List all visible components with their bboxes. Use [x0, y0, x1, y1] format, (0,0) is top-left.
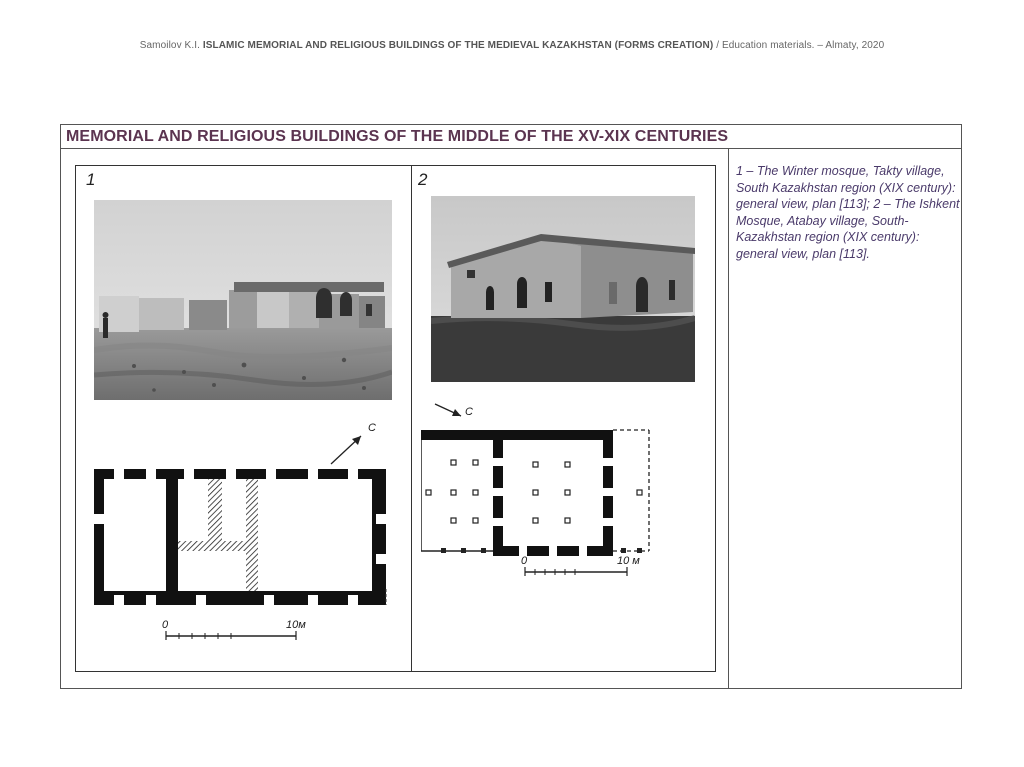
- document-header: [0, 40, 1024, 51]
- figure-caption: 1 – The Winter mosque, Takty village, South Kazakhstan region (XIX century): general view, plan [113]; 2 – The Ishkent Mosque, Atabay village, South-Kazakhstan region (XIX century): general view, plan [113].: [736, 164, 960, 261]
- ishkent-mosque-plan: [421, 398, 711, 588]
- winter-mosque-plan: [86, 414, 396, 644]
- north-label-2: С: [465, 406, 473, 418]
- header-suffix: / Education materials. – Almaty, 2020: [716, 40, 885, 51]
- header-title: ISLAMIC MEMORIAL AND RELIGIOUS BUILDINGS OF THE MEDIEVAL KAZAKHSTAN (FORMS CREATION): [202, 40, 714, 51]
- title-bar: [61, 125, 961, 149]
- header-author: Samoilov K.I.: [139, 40, 200, 51]
- figure-divider: [411, 166, 412, 671]
- slide-frame: [60, 124, 962, 689]
- scale-zero-label: 0: [162, 619, 169, 631]
- scale-zero-label-2: 0: [521, 555, 528, 567]
- figure-2-number: 2: [418, 170, 428, 189]
- column-divider: [728, 148, 729, 688]
- winter-mosque-photo: [94, 200, 392, 400]
- scale-end-label: 10м: [286, 619, 306, 631]
- ishkent-mosque-photo: [431, 196, 695, 382]
- figure-1-number: 1: [86, 170, 96, 189]
- figure-panel: [75, 165, 716, 672]
- slide-title: MEMORIAL AND RELIGIOUS BUILDINGS OF THE MIDDLE OF THE XV-XIX CENTURIES: [66, 128, 729, 145]
- north-label: С: [368, 422, 376, 434]
- scale-end-label-2: 10 м: [617, 555, 640, 567]
